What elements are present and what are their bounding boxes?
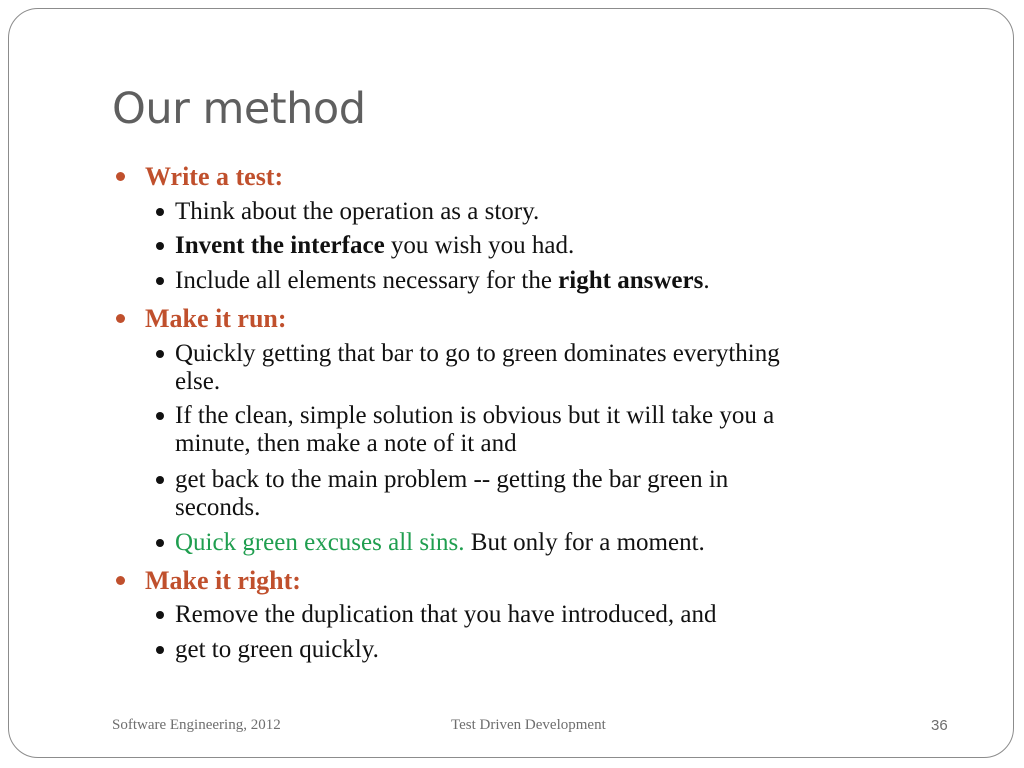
list-item-bold-text: Invent the interface (175, 232, 385, 259)
bullet-icon (156, 277, 164, 285)
list-item-text: else. (175, 368, 221, 395)
list-item (175, 636, 379, 664)
bullet-icon (116, 576, 125, 585)
page-number: 36 (931, 717, 948, 734)
list-item (175, 267, 710, 295)
section-heading-make-it-run: Make it run: (145, 304, 287, 333)
list-item-text: minute, then make a note of it and (175, 430, 517, 457)
list-item-text: you wish you had. (384, 232, 575, 259)
bullet-icon (156, 611, 164, 619)
list-item-text: If the clean, simple solution is obvious but it will take you a (175, 402, 775, 429)
footer-left: Software Engineering, 2012 (112, 717, 281, 733)
bullet-icon (156, 350, 164, 358)
section-heading-write-test: Write a test: (145, 162, 284, 191)
list-item-text: Remove the duplication that you have introduced, and (175, 601, 717, 628)
bullet-icon (156, 539, 164, 547)
list-item (175, 232, 574, 260)
list-item-bold-text: right answers (558, 267, 704, 294)
list-item (175, 601, 717, 629)
footer-center: Test Driven Development (451, 717, 606, 733)
list-item-text: Include all elements necessary for the (175, 267, 559, 294)
list-item (175, 340, 780, 396)
slide-title: Our method (112, 84, 366, 134)
bullet-icon (116, 314, 125, 323)
bullet-icon (156, 412, 164, 420)
list-item-text: get to green quickly. (175, 636, 379, 663)
list-item (175, 198, 539, 226)
bullet-icon (156, 242, 164, 250)
bullet-icon (156, 646, 164, 654)
list-item-text: Think about the operation as a story. (175, 198, 540, 225)
bullet-icon (156, 476, 164, 484)
list-item-green-text: Quick green excuses all sins. (175, 529, 465, 556)
bullet-icon (116, 172, 125, 181)
bullet-icon (156, 208, 164, 216)
section-heading-make-it-right: Make it right: (145, 566, 301, 595)
list-item-text: seconds. (175, 494, 261, 521)
list-item (175, 529, 705, 557)
list-item (175, 402, 774, 458)
list-item (175, 466, 728, 522)
list-item-text: . (703, 267, 710, 294)
list-item-text: Quickly getting that bar to go to green dominates everything (175, 340, 780, 367)
list-item-text: get back to the main problem -- getting the bar green in (175, 466, 729, 493)
list-item-text: But only for a moment. (464, 529, 705, 556)
